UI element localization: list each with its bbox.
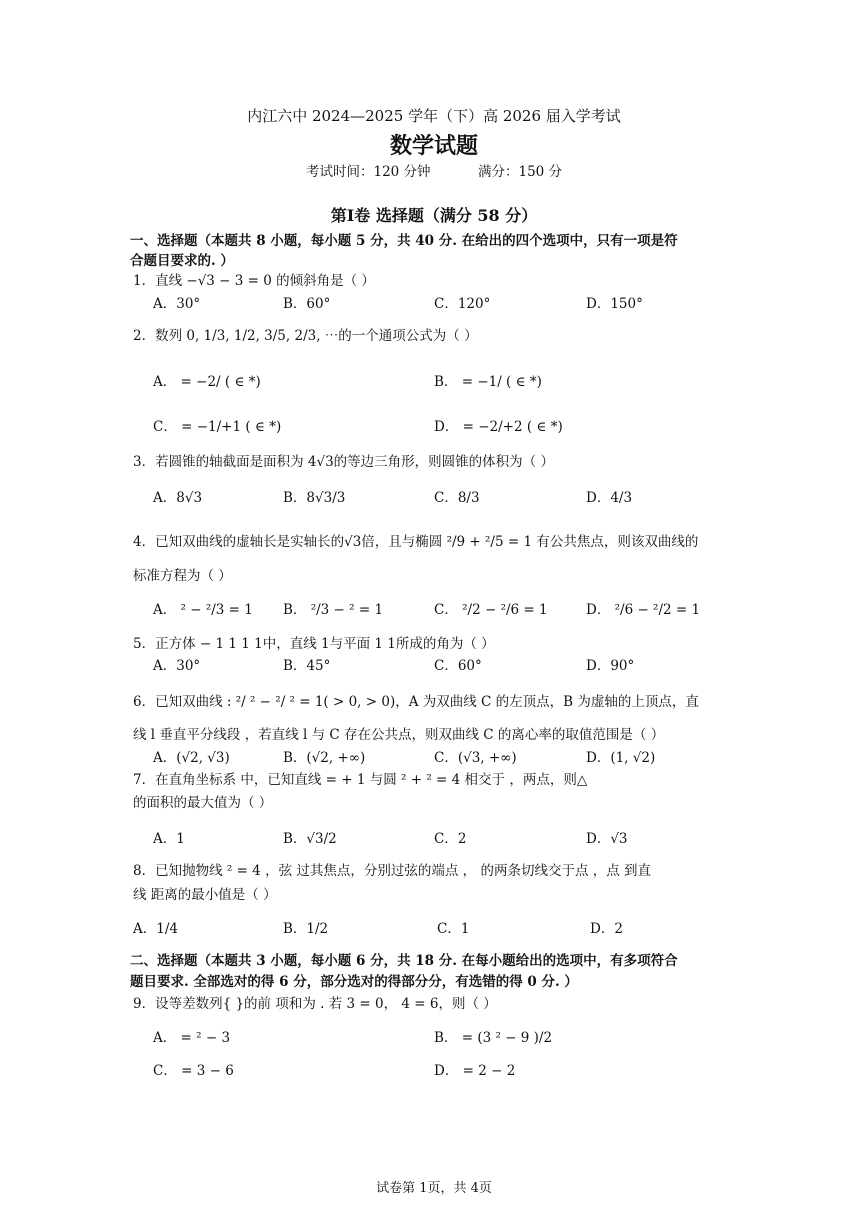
question-9-stem: 9．设等差数列{ }的前 项和为 . 若 3 = 0， 4 = 6，则（ ） [133,996,497,1012]
exam-score: 满分：150 分 [478,164,563,180]
question-6-stem-line1: 6．已知双曲线 : ²/ ² − ²/ ² = 1( > 0, > 0)，A 为双曲线 C 的左顶点，B 为虚轴的上顶点，直 [133,694,699,710]
question-4-stem-line1: 4．已知双曲线的虚轴长是实轴长的√3倍，且与椭圆 ²/9 + ²/5 = 1 有公共焦点，则该双曲线的 [133,534,699,550]
section1-heading-line1: 一、选择题（本题共 8 小题，每小题 5 分，共 40 分. 在给出的四个选项中，只有一项是符 [130,233,678,249]
exam-title: 数学试题 [389,133,478,159]
q2-option-a: A． = −2/ ( ∈ *) [153,374,261,390]
question-3-stem: 3．若圆锥的轴截面是面积为 4√3的等边三角形，则圆锥的体积为（ ） [133,454,554,470]
q7-option-b: B．√3/2 [283,831,337,847]
section2-heading-line2: 题目要求. 全部选对的得 6 分，部分选对的得部分分，有选错的得 0 分. ） [130,974,578,990]
q7-option-c: C．2 [434,831,467,847]
q1-option-b: B．60° [283,296,331,312]
q9-option-a: A． = ² − 3 [153,1030,231,1046]
section1-heading-line2: 合题目要求的. ） [130,253,234,269]
q3-option-a: A．8√3 [153,490,203,506]
q4-option-b: B． ²/3 − ² = 1 [283,602,384,618]
q3-option-b: B．8√3/3 [283,490,346,506]
exam-subtitle: 内江六中 2024—2025 学年（下）高 2026 届入学考试 [247,107,621,125]
question-1-stem: 1．直线 −√3 − 3 = 0 的倾斜角是（ ） [133,273,375,289]
question-7-stem-line1: 7．在直角坐标系 中，已知直线 = + 1 与圆 ² + ² = 4 相交于 ，两点，则△ [133,772,588,788]
q5-option-a: A．30° [153,658,201,674]
question-8-stem-line2: 线 距离的最小值是（ ） [133,887,277,903]
q3-option-c: C．8/3 [434,490,480,506]
q5-option-d: D．90° [586,658,635,674]
q8-option-b: B．1/2 [283,921,329,937]
q7-option-a: A．1 [153,831,185,847]
question-5-stem: 5．正方体 − 1 1 1 1中，直线 1与平面 1 1所成的角为（ ） [133,636,495,652]
q2-option-b: B． = −1/ ( ∈ *) [434,374,542,390]
page-footer: 试卷第 1页，共 4页 [376,1181,492,1196]
q4-option-d: D． ²/6 − ²/2 = 1 [586,602,701,618]
q6-option-b: B．(√2, +∞) [283,750,366,766]
q9-option-d: D． = 2 − 2 [434,1063,516,1079]
q4-option-a: A． ² − ²/3 = 1 [153,602,253,618]
q7-option-d: D．√3 [586,831,628,847]
q1-option-a: A．30° [153,296,201,312]
q6-option-d: D．(1, √2) [586,750,656,766]
q2-option-c: C． = −1/+1 ( ∈ *) [153,419,282,435]
q2-option-d: D． = −2/+2 ( ∈ *) [434,419,563,435]
question-6-stem-line2: 线 l 垂直平分线段 ，若直线 l 与 C 存在公共点，则双曲线 C 的离心率的取值范围是（ ） [133,727,665,743]
part1-title: 第Ⅰ卷 选择题（满分 58 分） [330,206,538,225]
section2-heading-line1: 二、选择题（本题共 3 小题，每小题 6 分，共 18 分. 在每小题给出的选项中，有多项符合 [130,953,678,969]
q6-option-a: A．(√2, √3) [153,750,230,766]
q8-option-a: A．1/4 [133,921,178,937]
question-8-stem-line1: 8．已知抛物线 ² = 4 ，弦 过其焦点，分别过弦的端点 ， 的两条切线交于点 ，点 到直 [133,863,652,879]
q6-option-c: C．(√3, +∞) [434,750,517,766]
q1-option-d: D．150° [586,296,643,312]
q9-option-c: C． = 3 − 6 [153,1063,234,1079]
question-4-stem-line2: 标准方程为（ ） [133,568,232,584]
q9-option-b: B． = (3 ² − 9 )/2 [434,1030,553,1046]
q3-option-d: D．4/3 [586,490,633,506]
question-7-stem-line2: 的面积的最大值为（ ） [133,795,273,811]
q4-option-c: C． ²/2 − ²/6 = 1 [434,602,548,618]
q5-option-c: C．60° [434,658,482,674]
q8-option-c: C．1 [437,921,470,937]
q8-option-d: D．2 [590,921,623,937]
question-2-stem: 2．数列 0, 1/3, 1/2, 3/5, 2/3, ⋯的一个通项公式为（ ） [133,328,478,344]
exam-time: 考试时间：120 分钟 [306,164,431,180]
q1-option-c: C．120° [434,296,491,312]
q5-option-b: B．45° [283,658,331,674]
